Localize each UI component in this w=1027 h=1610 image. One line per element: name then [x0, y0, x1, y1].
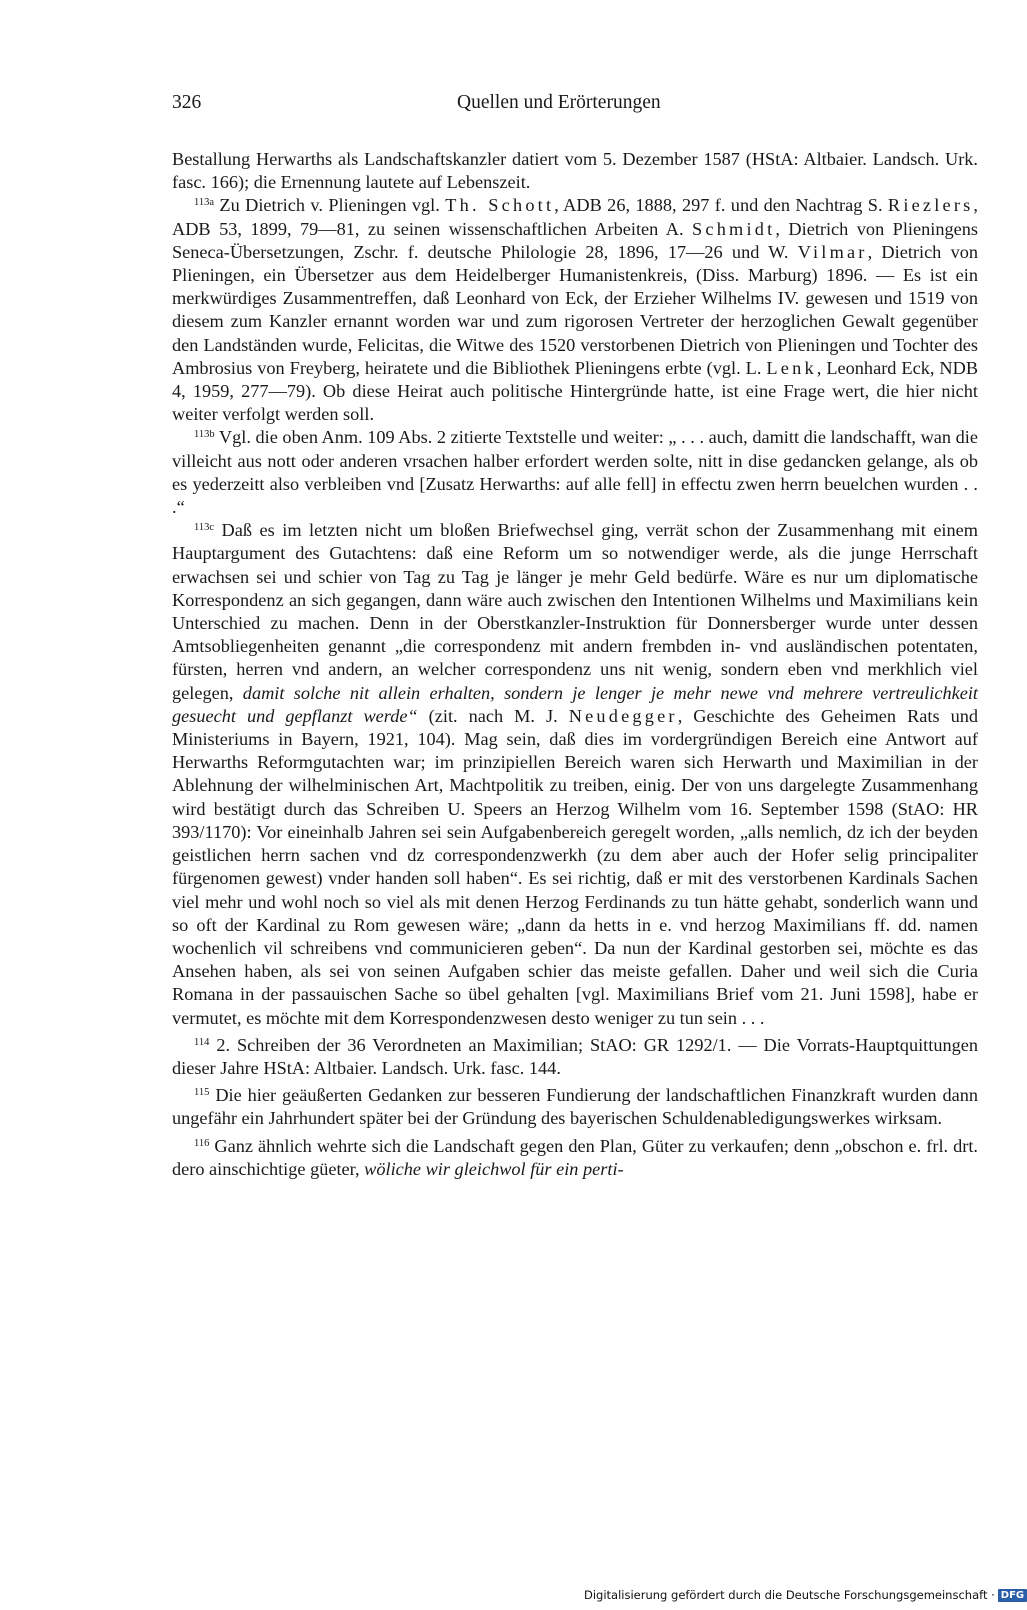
footnote-116: $^{116}$ Ganz ähnlich wehrte sich die Landschaft gegen den Plan, Güter zu verkaufen; denn „obschon e. frl. drt. dero ainschichtige güeter, wöliche wir gleichwol für ein perti- — [172, 1135, 978, 1179]
footnote-number: 113a — [194, 197, 215, 209]
footnotes-body — [172, 148, 978, 1181]
digitization-credit — [584, 1588, 1025, 1606]
author-name: Neudegger — [568, 705, 678, 726]
dfg-logo: DFG — [998, 1589, 1027, 1602]
italic-quote: wöliche wir gleichwol für ein perti- — [364, 1158, 624, 1179]
footnote-number: 115 — [194, 1087, 210, 1099]
author-name: Riezlers — [887, 195, 974, 216]
footnote-number: 114 — [194, 1036, 210, 1048]
author-name: Schmidt — [692, 218, 776, 239]
italic-quote: damit solche nit allein erhalten, sondern je lenger je mehr newe vnd mehrere vertreulichkeit gesuecht und gepflanzt werde“ — [172, 682, 978, 726]
footnote-113a: $^{113a}$ Zu Dietrich v. Plieningen vgl. Th. Schott, ADB 26, 1888, 297 f. und den Nachtrag S. Riezlers, ADB 53, 1899, 79—81, zu seinen wissenschaftlichen Arbeiten A. Schmidt, Dietrich von Plieningens Seneca-Übersetzungen, Zschr. f. deutsche Philologie 28, 1896, 17—26 und W. Vilmar, Dietrich von Plieningen, ein Übersetzer aus dem Heidelberger Humanistenkreis, (Diss. Marburg) 1896. — Es ist ein merkwürdiges Zusammentreffen, daß Leonhard von Eck, der Erzieher Wilhelms IV. gewesen und 1519 von diesem zum Kanzler ernannt worden war und zum rigorosen Vertreter der herzoglichen Gewalt gegenüber den Landständen wurde, Felicitas, die Witwe des 1520 verstorbenen Dietrich von Plieningen und Tochter des Ambrosius von Freyberg, heiratete und die Bibliothek Plieningens erbte (vgl. L. Lenk, Leonhard Eck, NDB 4, 1959, 277—79). Ob diese Heirat auch politische Hintergründe hatte, ist eine Frage wert, die hier nicht weiter verfolgt werden soll. — [172, 195, 979, 425]
footnote-113c: $^{113c}$ Daß es im letzten nicht um bloßen Briefwechsel ging, verrät schon der Zusammenhang mit einem Hauptargument des Gutachtens: daß eine Reform um so notwendiger werde, als die junge Herrschaft erwachsen sei und schier von Tag zu Tag je länger je mehr Geld bedürfe. Wäre es nur um diplomatische Korrespondenz an sich gegangen, dann wäre auch zwischen den Intentionen Wilhelms und Maximilians kein Unterschied zu machen. Denn in der Oberstkanzler-Instruktion für Donnersberger wurde unter dessen Amtsobliegenheiten genannt „die correspondenz mit andern frembden in- vnd ausländischen potentaten, fürsten, herren vnd andern, an welcher correspondenz uns nit wenig, sondern eben vnd merkhlich viel gelegen, damit solche nit allein erhalten, sondern je lenger je mehr newe vnd mehrere vertreulichkeit gesuecht und gepflanzt werde“ (zit. nach M. J. Neudegger, Geschichte des Geheimen Rats und Ministeriums in Bayern, 1921, 104). Mag sein, daß dies im vordergründigen Bereich eine Antwort auf Herwarths Reformgutachten war; im prinzipiellen Bereich waren sich Herwarth und Maximilian in der Ablehnung der wilhelminischen Art, Machtpolitik zu treiben, einig. Der von uns dargelegte Zusammenhang wird bestätigt durch das Schreiben U. Speers an Herzog Wilhelm vom 16. September 1598 (StAO: HR 393/1170): Vor eineinhalb Jahren sei sein Aufgabenbereich geregelt worden, „alls nemlich, dz ich der beyden geistlichen herrn sachen vnd dz correspondenzwerkh (zu dem aber auch der Hofer selig principaliter fürgenomen gewest) vnder handen soll haben“. Es sei richtig, daß er mit des verstorbenen Kardinals Sachen viel mehr und wohl noch so viel als mit denen Herzog Ferdinands zu tun hätte gehabt, sonderlich wann und so oft der Kardinal zu Rom gewesen wäre; „dann da hetts in e. vnd herzog Maximilians ff. dd. namen wochenlich vil schreibens vnd communicieren geben“. Da nun der Kardinal gestorben sei, möchte es das Ansehen haben, als sei von seinen Aufgaben schier das meiste gefallen. Daher und weil sich die Curia Romana in der passauischen Sache so übel gehalten [vgl. Maximilians Brief vom 21. Juni 1598], habe er vermutet, es möchte mit dem Korrespondenzwesen desto weniger zu tun sein . . . — [172, 520, 979, 1028]
footnote-number: 113b — [194, 429, 215, 441]
author-name: Lenk — [766, 357, 817, 378]
footnote-115: $^{115}$ Die hier geäußerten Gedanken zur besseren Fundierung der landschaftlichen Finanzkraft wurden dann ungefähr ein Jahrhundert später bei der Gründung des bayerischen Schuldenabledigungswerkes wirksam. — [172, 1085, 978, 1129]
author-name: Vilmar — [797, 241, 868, 262]
footnote-number: 113c — [194, 522, 215, 534]
footnote-number: 116 — [194, 1137, 210, 1149]
author-name: Th. Schott — [445, 195, 555, 216]
page-number: 326 — [172, 92, 202, 113]
footnote-114: $^{114}$ 2. Schreiben der 36 Verordneten an Maximilian; StAO: GR 1292/1. — Die Vorrats-Hauptquittungen dieser Jahre HStA: Altbaier. Landsch. Urk. fasc. 144. — [172, 1034, 978, 1078]
running-title: Quellen und Erörterungen — [457, 92, 661, 113]
footnote-113b: $^{113b}$ Vgl. die oben Anm. 109 Abs. 2 zitierte Textstelle und weiter: „ . . . auch, damitt die landschafft, wan die villeicht aus nott oder anderen vrsachen halber erfordert werden solte, nitt in dise gedancken gelange, als ob es yederzeitt also verbleiben vnd [Zusatz Herwarths: auf alle fell] in effectu zwen herrn beuelchen wurden . . .“ — [172, 427, 978, 518]
paragraph-continuation: Bestallung Herwarths als Landschaftskanzler datiert vom 5. Dezember 1587 (HStA: Altbaier. Landsch. Urk. fasc. 166); die Ernennung lautete auf Lebenszeit. — [172, 149, 978, 193]
running-header — [172, 92, 980, 124]
credit-text: Digitalisierung gefördert durch die Deutsche Forschungsgemeinschaft · — [584, 1588, 995, 1602]
